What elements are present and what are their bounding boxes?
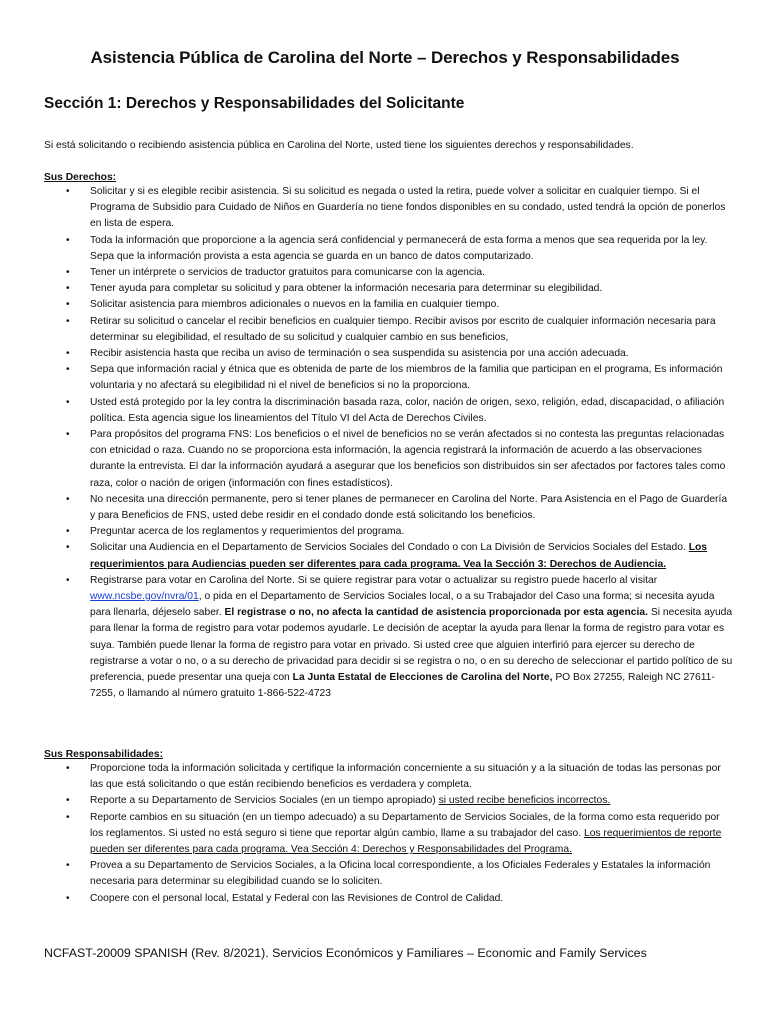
responsibilities-section bbox=[44, 749, 734, 907]
bullet-icon: • bbox=[66, 396, 70, 408]
rights-item: • Tener ayuda para completar su solicitud y para obtener la información necesaria para determinar su elegibilidad. bbox=[44, 281, 734, 297]
bullet-icon: • bbox=[66, 892, 70, 904]
responsibilities-item: • Coopere con el personal local, Estatal y Federal con las Revisiones de Control de Calidad. bbox=[44, 891, 734, 907]
rights-item-hearing: • Solicitar una Audiencia en el Departamento de Servicios Sociales del Condado o con La División de Servicios Sociales del Estado. Los requerimientos para Audiencias pueden ser diferentes para cada programa. Vea la Sección 3: Derechos de Audiencia. bbox=[66, 542, 708, 570]
rights-item: • Recibir asistencia hasta que reciba un aviso de terminación o sea suspendida su asistencia por una acción adecuada. bbox=[44, 346, 734, 362]
form-footer: NCFAST-20009 SPANISH (Rev. 8/2021). Servicios Económicos y Familiares – Economic and Family Services bbox=[44, 946, 647, 960]
rights-item-voter-registration: • Registrarse para votar en Carolina del Norte. Si se quiere registrar para votar o actualizar su registro puede hacerlo al visitar www.ncsbe.gov/nvra/01, o pida en el Departamento de Servicios Sociales local, o a su Trabajador del Caso una forma; si necesita ayuda para llenarla, déjeselo saber. El registrase o no, no afecta la cantidad de asistencia proporcionada por esta agencia. Si necesita ayuda para llenar la forma de registro para votar podemos ayudarle. Le decisión de aceptar la ayuda para llenar la forma de registro para votar es suya. También puede llenar la forma de registro para votar en privado. Si usted cree que alguien interfirió para ejercer su derecho de registrarse a votar o no, o a su derecho de privacidad para decidir si se registra o no, o en su derecho de seleccionar el partido político de su preferencia, puede presentar una queja con La Junta Estatal de Elecciones de Carolina del Norte, PO Box 27255, Raleigh NC 27611-7255, o llamando al número gratuito 1-866-522-4723 bbox=[66, 574, 733, 700]
responsibilities-item: • Proporcione toda la información solicitada y certifique la información concerniente a su situación y a la situación de todas las personas por las que está solicitando o que están recibiendo beneficios es verdadera y completa. bbox=[66, 763, 721, 791]
bullet-icon: • bbox=[66, 542, 70, 554]
section-1-title: Sección 1: Derechos y Responsabilidades del Solicitante bbox=[44, 95, 465, 112]
bullet-icon: • bbox=[66, 186, 70, 197]
rights-item: • Solicitar asistencia para miembros adicionales o nuevos en la familia en cualquier tiempo. bbox=[44, 297, 734, 313]
rights-item: • No necesita una dirección permanente, pero si tener planes de permanecer en Carolina del Norte. Para Asistencia en el Pago de Guardería y para Beneficios de FNS, usted debe residir en el condado donde está solicitando los beneficios. bbox=[66, 493, 728, 522]
rights-section bbox=[44, 172, 734, 703]
bullet-icon: • bbox=[66, 315, 70, 327]
responsibilities-heading: Sus Responsabilidades: bbox=[44, 749, 164, 760]
bullet-icon: • bbox=[66, 763, 70, 774]
document-title: Asistencia Pública de Carolina del Norte – Derechos y Responsabilidades bbox=[90, 48, 680, 67]
bullet-icon: • bbox=[66, 283, 70, 295]
intro-paragraph: Si está solicitando o recibiendo asistencia pública en Carolina del Norte, usted tiene los siguientes derechos y responsabilidades. bbox=[44, 140, 634, 151]
bullet-icon: • bbox=[66, 299, 70, 311]
rights-item: • Retirar su solicitud o cancelar el recibir beneficios en cualquier tiempo. Recibir avisos por escrito de cualquier información necesaria para determinar su elegibilidad, el resultado de su solicitud y cualquier cambio en sus beneficios, bbox=[66, 315, 716, 343]
bullet-icon: • bbox=[66, 795, 70, 807]
bullet-icon: • bbox=[66, 348, 70, 360]
rights-item: • Preguntar acerca de los reglamentos y requerimientos del programa. bbox=[44, 524, 734, 540]
rights-item: • Para propósitos del programa FNS: Los beneficios o el nivel de beneficios no se verán afectados si no contesta las preguntas relacionadas con etnicidad o raza. Cuando no se proporciona esta información, la agencia registrará la información de acuerdo a las observaciones durante la entrevista. El dar la información ayudará a asegurar que los beneficios son distribuidos sin ser afectados por factores tales como raza, color o nación de origen (información con fines estadísticos). bbox=[66, 429, 726, 489]
rights-item: • Toda la información que proporcione a la agencia será confidencial y permanecerá de esta forma a menos que sea requerida por la ley. Sepa que la información provista a esta agencia se guarda en un banco de datos computarizado. bbox=[66, 234, 708, 262]
bullet-icon: • bbox=[66, 364, 70, 376]
voter-registration-link[interactable]: www.ncsbe.gov/nvra/01 bbox=[90, 591, 199, 603]
bullet-icon: • bbox=[66, 860, 70, 872]
bullet-icon: • bbox=[66, 811, 70, 823]
bullet-icon: • bbox=[66, 234, 70, 246]
bullet-icon: • bbox=[66, 526, 70, 538]
rights-heading: Sus Derechos: bbox=[44, 172, 117, 183]
hearing-requirements-note: Los requerimientos para Audiencias pueden ser diferentes para cada programa. Vea la Sección 3: Derechos de Audiencia. bbox=[90, 542, 708, 570]
responsibilities-item: • Provea a su Departamento de Servicios Sociales, a la Oficina local correspondiente, a los Oficiales Federales y Estatales la información necesaria para determinar su elegibilidad cuando se lo soliciten. bbox=[66, 860, 711, 888]
bullet-icon: • bbox=[66, 267, 70, 279]
responsibilities-list bbox=[44, 761, 734, 907]
bullet-icon: • bbox=[66, 574, 70, 586]
rights-list bbox=[44, 184, 734, 703]
bullet-icon: • bbox=[66, 493, 70, 505]
responsibilities-item: • Reporte a su Departamento de Servicios Sociales (en un tiempo apropiado) si usted recibe beneficios incorrectos. bbox=[44, 793, 734, 809]
rights-item: • Sepa que información racial y étnica que es obtenida de parte de los miembros de la familia que participan en el programa, Es información voluntaria y no afectará su elegibilidad ni el nivel de beneficios si no la proporciona. bbox=[66, 364, 723, 392]
rights-item: • Solicitar y si es elegible recibir asistencia. Si su solicitud es negada o usted la retira, puede volver a solicitar en cualquier tiempo. Si el Programa de Subsidio para Cuidado de Niños en Guardería no tiene fondos disponibles en su condado, usted tendrá la opción de ponerlos en lista de espera. bbox=[66, 186, 726, 230]
rights-item: • Usted está protegido por la ley contra la discriminación basada raza, color, nación de origen, sexo, religión, edad, discapacidad, o afiliación política. Esta agencia sigue los lineamientos del Título VI del Acta de Derechos Civiles. bbox=[66, 396, 725, 424]
rights-item: • Tener un intérprete o servicios de traductor gratuitos para comunicarse con la agencia. bbox=[44, 265, 734, 281]
responsibilities-item: • Reporte cambios en su situación (en un tiempo adecuado) a su Departamento de Servicios Sociales, de la forma como esta requerido por los reglamentos. Si usted no está seguro si tiene que reportar algún cambio, llame a su trabajador del caso. Los requerimientos de reporte pueden ser diferentes para cada programa. Vea Sección 4: Derechos y Responsabilidades del Programa. bbox=[66, 811, 722, 856]
bullet-icon: • bbox=[66, 429, 70, 441]
